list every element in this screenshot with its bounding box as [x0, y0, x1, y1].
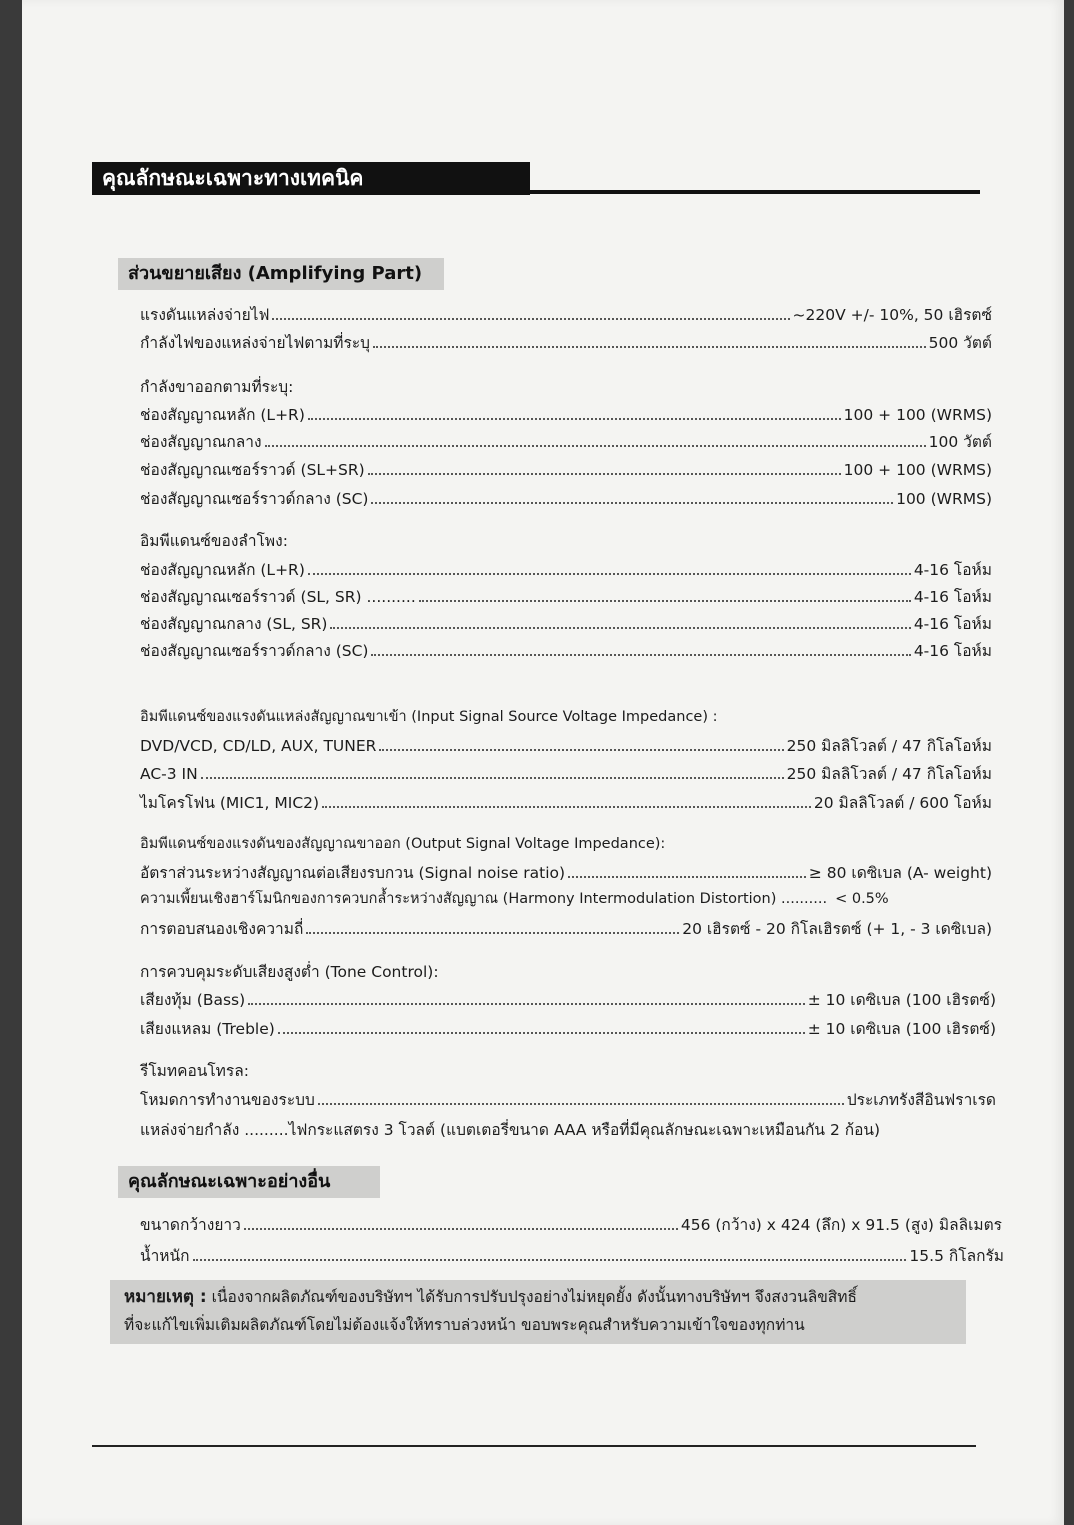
spec-label: การตอบสนองเชิงความถี่ [140, 920, 304, 938]
leader-dots [568, 875, 806, 878]
spec-row-output [140, 402, 992, 424]
spec-row-bass [140, 987, 996, 1009]
spec-label: โหมดการทำงานของระบบ [140, 1091, 315, 1109]
spec-label: ช่องสัญญาณกลาง (SL, SR) [140, 615, 328, 633]
spec-row-output [140, 429, 992, 451]
section-heading-amplifying: ส่วนขยายเสียง (Amplifying Part) [118, 258, 444, 290]
spec-value: 4-16 โอห์ม [913, 615, 992, 633]
spec-row-impedance [140, 557, 992, 579]
spec-label: ช่องสัญญาณเซอร์ราวด์กลาง (SC) [140, 642, 369, 660]
spec-label: ช่องสัญญาณหลัก (L+R) [140, 561, 305, 579]
spec-value: 20 เฮิรตซ์ - 20 กิโลเฮิรตซ์ (+ 1, - 3 เดซิเบล) [682, 920, 992, 938]
leader-dots [373, 345, 926, 348]
bottom-rule [92, 1445, 976, 1447]
spec-label: ช่องสัญญาณเซอร์ราวด์ (SL+SR) [140, 461, 365, 479]
spec-label: ไมโครโฟน (MIC1, MIC2) [140, 794, 320, 812]
leader-dots [368, 472, 841, 475]
spec-row-treble [140, 1016, 996, 1038]
leader-dots [379, 748, 783, 751]
spec-row-remote-mode [140, 1087, 996, 1109]
spec-row-input [140, 733, 992, 755]
leader-dots [308, 417, 841, 420]
leader-dots [278, 1031, 805, 1034]
spec-value: 4-16 โอห์ม [913, 642, 992, 660]
spec-value: 250 มิลลิโวลต์ / 47 กิโลโอห์ม [786, 737, 992, 755]
spec-label: ช่องสัญญาณเซอร์ราวด์กลาง (SC) [140, 490, 369, 508]
spec-row-remote-power [140, 1117, 1000, 1139]
leader-dots [201, 776, 784, 779]
spec-value: ± 10 เดซิเบล (100 เฮิรตซ์) [807, 1020, 996, 1038]
note-line-2: ที่จะแก้ไขเพิ่มเติมผลิตภัณฑ์โดยไม่ต้องแจ้งให้ทราบล่วงหน้า ขอบพระคุณสำหรับความเข้าใจของทุกท่าน [124, 1316, 805, 1334]
subheading-remote-control: รีโมทคอนโทรล: [140, 1062, 249, 1080]
leader-dots [193, 1258, 907, 1261]
spec-row-dimensions [140, 1212, 1002, 1234]
spec-value: 100 + 100 (WRMS) [843, 406, 992, 424]
subheading-output-power: กำลังขาออกตามที่ระบุ: [140, 378, 294, 396]
section-heading-other: คุณลักษณะเฉพาะอย่างอื่น [118, 1166, 380, 1198]
spec-label: แรงดันแหล่งจ่ายไฟ [140, 306, 270, 324]
spec-row-weight [140, 1243, 1004, 1265]
spec-label: ความเพี้ยนเชิงฮาร์โมนิกของการควบกล้ำระหว่างสัญญาณ (Harmony Intermodulation Distortion) .......... [140, 891, 828, 907]
leader-dots [244, 1227, 678, 1230]
spec-value: ≥ 80 เดซิเบล (A- weight) [808, 864, 992, 882]
leader-dots [318, 1102, 844, 1105]
spec-label: กำลังไฟของแหล่งจ่ายไฟตามที่ระบุ [140, 334, 371, 352]
note-box [110, 1280, 966, 1344]
spec-row-input [140, 761, 992, 783]
note-line-1 [124, 1283, 952, 1311]
spec-row-impedance [140, 611, 992, 633]
spec-row-frequency-response [140, 916, 992, 938]
spec-value: 100 วัตต์ [928, 433, 992, 451]
subheading-speaker-impedance: อิมพีแดนซ์ของลำโพง: [140, 532, 288, 550]
spec-label: DVD/VCD, CD/LD, AUX, TUNER [140, 737, 377, 755]
spec-value: ± 10 เดซิเบล (100 เฮิรตซ์) [807, 991, 996, 1009]
spec-row-snr [140, 860, 992, 882]
page-title: คุณลักษณะเฉพาะทางเทคนิค [92, 162, 530, 195]
spec-value: 100 + 100 (WRMS) [843, 461, 992, 479]
spec-row-output [140, 486, 992, 508]
spec-value: ไฟกระแสตรง 3 โวลต์ (แบตเตอรี่ขนาด AAA หรือที่มีคุณลักษณะเฉพาะเหมือนกัน 2 ก้อน) [288, 1121, 881, 1139]
subheading-output-impedance: อิมพีแดนซ์ของแรงดันของสัญญาณขาออก (Output Signal Voltage Impedance): [140, 836, 666, 852]
spec-label: เสียงทุ้ม (Bass) [140, 991, 246, 1009]
note-label: หมายเหตุ : [124, 1287, 207, 1307]
spec-value: 456 (กว้าง) x 424 (ลึก) x 91.5 (สูง) มิลลิเมตร [680, 1216, 1002, 1234]
spec-row-rated-power [140, 330, 992, 352]
spec-label: น้ำหนัก [140, 1247, 190, 1265]
spec-row-impedance [140, 584, 992, 606]
leader-dots [330, 626, 910, 629]
spec-label: แหล่งจ่ายกำลัง ......... [140, 1121, 289, 1139]
spec-value: ประเภทรังสีอินฟราเรด [846, 1091, 996, 1109]
spec-value: ~220V +/- 10%, 50 เฮิรตซ์ [792, 306, 992, 324]
spec-row-output [140, 457, 992, 479]
leader-dots [248, 1002, 805, 1005]
spec-value: 250 มิลลิโวลต์ / 47 กิโลโอห์ม [786, 765, 992, 783]
subheading-tone-control: การควบคุมระดับเสียงสูงต่ำ (Tone Control): [140, 963, 439, 981]
spec-row-distortion [140, 887, 992, 909]
spec-row-input [140, 790, 992, 812]
subheading-input-impedance: อิมพีแดนซ์ของแรงดันแหล่งสัญญาณขาเข้า (Input Signal Source Voltage Impedance) : [140, 709, 718, 725]
spec-value: 15.5 กิโลกรัม [909, 1247, 1004, 1265]
spec-row-impedance [140, 638, 992, 660]
spec-label: อัตราส่วนระหว่างสัญญาณต่อเสียงรบกวน (Signal noise ratio) [140, 864, 566, 882]
spec-label: AC-3 IN [140, 765, 198, 783]
spec-value: 4-16 โอห์ม [913, 588, 992, 606]
spec-row-power-supply [140, 302, 992, 324]
leader-dots [371, 501, 893, 504]
spec-value: 4-16 โอห์ม [913, 561, 992, 579]
spec-value: 20 มิลลิโวลต์ / 600 โอห์ม [813, 794, 992, 812]
spec-value: 100 (WRMS) [896, 490, 992, 508]
spec-label: ช่องสัญญาณกลาง [140, 433, 262, 451]
spec-label: ช่องสัญญาณหลัก (L+R) [140, 406, 305, 424]
leader-dots [265, 444, 926, 447]
note-text: เนื่องจากผลิตภัณฑ์ของบริษัทฯ ได้รับการปรับปรุงอย่างไม่หยุดยั้ง ดังนั้นทางบริษัทฯ จึงสงวนลิขสิทธิ์ [206, 1288, 857, 1306]
leader-dots [306, 931, 679, 934]
spec-value: 500 วัตต์ [928, 334, 992, 352]
leader-dots [419, 599, 911, 602]
spec-label: ช่องสัญญาณเซอร์ราวด์ (SL, SR) .......... [140, 588, 416, 606]
spec-label: เสียงแหลม (Treble) [140, 1020, 275, 1038]
spec-label: ขนาดกว้างยาว [140, 1216, 241, 1234]
leader-dots [308, 572, 911, 575]
leader-dots [322, 805, 811, 808]
leader-dots [371, 653, 910, 656]
spec-value: < 0.5% [835, 891, 889, 907]
leader-dots [272, 317, 789, 320]
